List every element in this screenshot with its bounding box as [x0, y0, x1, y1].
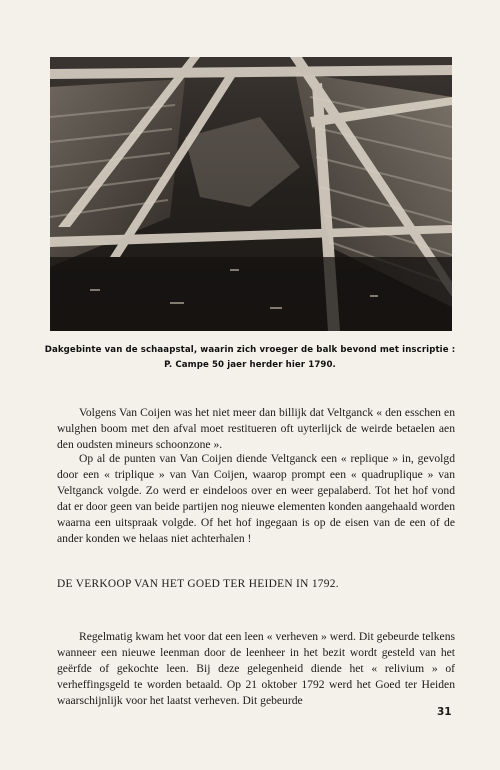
caption-line-1: Dakgebinte van de schaapstal, waarin zich vroeger de balk bevond met inscriptie :: [44, 345, 456, 355]
paragraph-2-block: [57, 451, 455, 555]
paragraph-1: Volgens Van Coijen was het niet meer dan billijk dat Veltganck « den esschen en wulghen boom met den afval moet restitueren oft uyterlijck de weirde betaelen aen den oudsten mineurs schoonzone ».: [57, 406, 455, 451]
roof-truss-photo: [50, 57, 452, 331]
paragraph-3-block: [57, 629, 455, 717]
paragraph-2: Op al de punten van Van Coijen diende Veltganck een « replique » in, gevolgd door een « triplique » van Van Coijen, waarop prompt een « quadruplique » van Veltganck volgde. Zo werd er eindeloos over en weer gepalaberd. Tot het hof vond dat er door geen van beide partijen nog nieuwe elementen konden aangehaald worden waarna een uitspraak volgde. Of het hof ingegaan is op de eisen van de een of de ander konden we helaas niet achterhalen !: [57, 452, 455, 545]
paragraph-3: Regelmatig kwam het voor dat een leen « verheven » werd. Dit gebeurde telkens wanneer een nieuwe leenman door de leenheer in het bezit wordt gesteld van het geërfde of gekochte leen. Bij deze gelegenheid diende het « relivium » of verheffingsgeld te worden betaald. Op 21 oktober 1792 werd het Goed ter Heiden waarschijnlijk voor het laatst verheven. Dit gebeurde: [57, 630, 455, 707]
section-heading: DE VERKOOP VAN HET GOED TER HEIDEN IN 1792.: [57, 578, 339, 590]
figure-caption: [30, 343, 470, 373]
page-number: 31: [437, 706, 452, 718]
caption-line-2: P. Campe 50 jaer herder hier 1790.: [164, 360, 336, 370]
